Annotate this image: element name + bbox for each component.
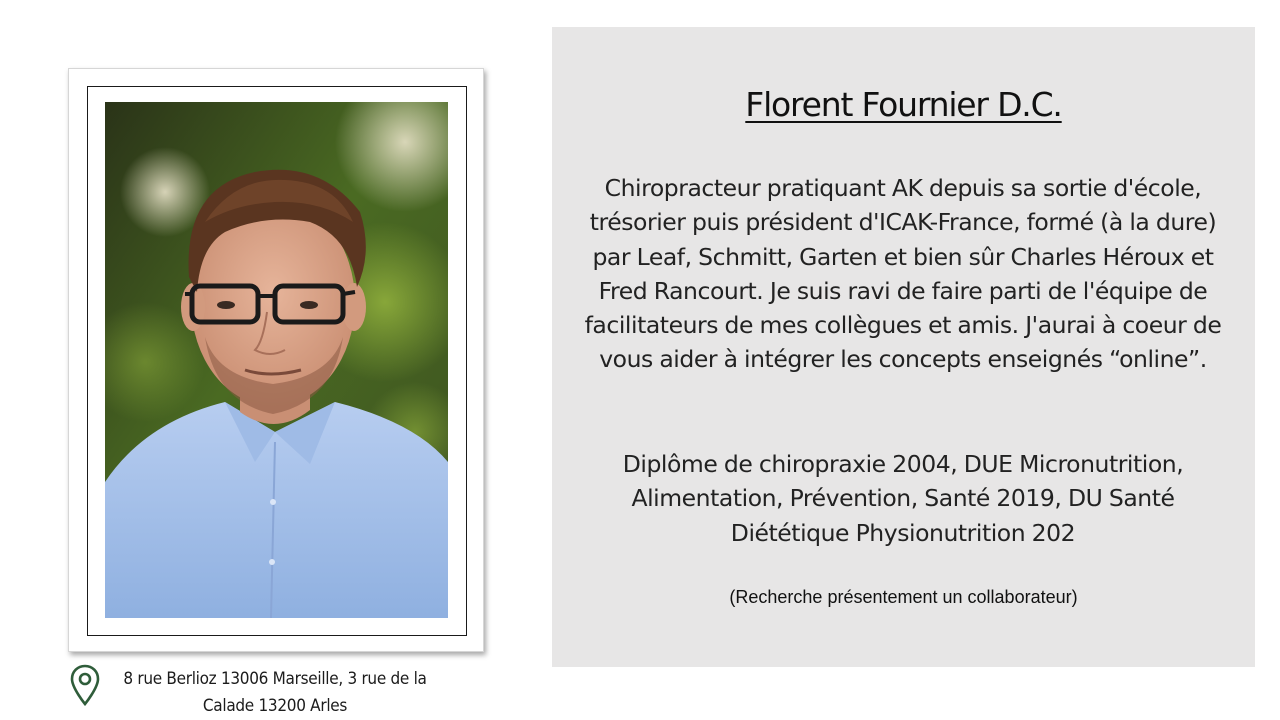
address-block (68, 662, 488, 718)
profile-name (552, 83, 1255, 127)
collaborator-note: (Recherche présentement un collaborateur) (729, 587, 1078, 607)
profile-photo (105, 102, 448, 618)
map-pin-icon (70, 664, 100, 706)
address-text: 8 rue Berlioz 13006 Marseille, 3 rue de la Calade 13200 Arles (123, 669, 427, 716)
bio-paragraph-1: Chiropracteur pratiquant AK depuis sa sortie d'école, trésorier puis président d'ICAK-France, formé (à la dure) par Leaf, Schmitt, Garten et bien sûr Charles Héroux et Fred Rancourt. Je suis ravi de faire parti de l'équipe de facilitateurs de mes collègues et amis. J'aurai à coeur de vous aider à intégrer les concepts enseignés “online”. (584, 174, 1222, 374)
bio-panel (552, 27, 1255, 667)
photo-frame (68, 68, 484, 652)
bio-paragraph-2: Diplôme de chiropraxie 2004, DUE Micronutrition, Alimentation, Prévention, Santé 2019, DU Santé Diététique Physionutrition 202 (622, 450, 1184, 547)
profile-name-text: Florent Fournier D.C. (745, 85, 1062, 124)
